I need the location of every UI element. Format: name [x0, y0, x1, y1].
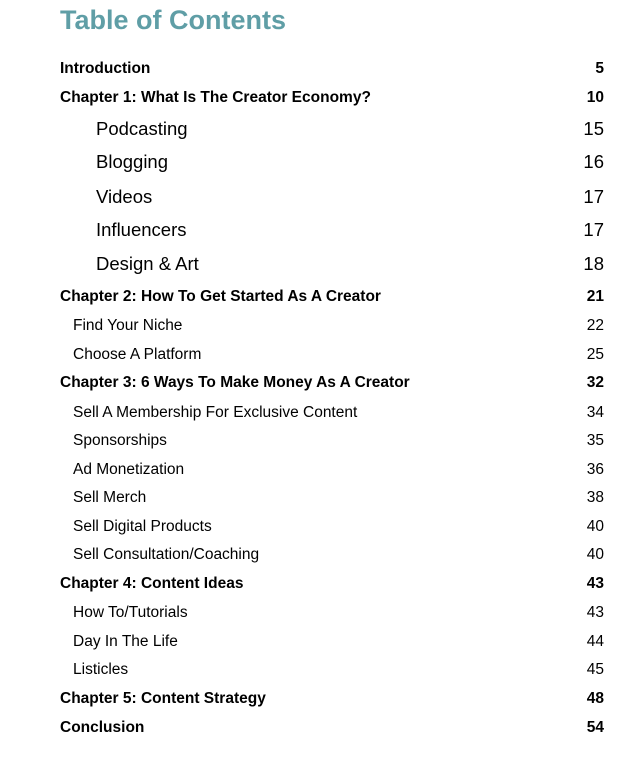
- toc-entry-label: Podcasting: [96, 118, 188, 139]
- toc-entry-sell-a-membership: [0, 403, 634, 423]
- toc-entry-label: Introduction: [60, 60, 151, 77]
- toc-entry-listicles: [0, 660, 634, 680]
- toc-entry-influencers: [0, 218, 634, 242]
- toc-entry-sponsorships: [0, 431, 634, 451]
- toc-entry-page-number: 44: [586, 633, 604, 650]
- toc-entry-page-number: 34: [586, 404, 604, 421]
- toc-entry-page-number: 43: [586, 604, 604, 621]
- toc-entry-label: Ad Monetization: [73, 461, 185, 478]
- toc-entry-label: Listicles: [73, 661, 129, 678]
- toc-entry-page-number: 45: [586, 661, 604, 678]
- toc-entry-chapter-3: [0, 373, 634, 393]
- toc-entry-page-number: 36: [586, 461, 604, 478]
- toc-entry-choose-a-platform: [0, 345, 634, 365]
- toc-entry-day-in-the-life: [0, 632, 634, 652]
- toc-entry-page-number: 35: [586, 432, 604, 449]
- toc-entry-page-number: 25: [586, 346, 604, 363]
- toc-entry-label: Sell Merch: [73, 489, 147, 506]
- toc-entry-label: Videos: [96, 186, 153, 207]
- toc-entry-label: Find Your Niche: [73, 317, 183, 334]
- toc-entry-videos: [0, 185, 634, 209]
- toc-entry-label: Blogging: [96, 151, 169, 172]
- toc-entry-page-number: 32: [586, 374, 604, 391]
- toc-entry-page-number: 38: [586, 489, 604, 506]
- toc-entry-page-number: 17: [583, 186, 604, 207]
- toc-entry-how-to-tutorials: [0, 603, 634, 623]
- toc-entry-page-number: 16: [583, 151, 604, 172]
- toc-entry-label: How To/Tutorials: [73, 604, 188, 621]
- toc-entry-page-number: 21: [586, 288, 604, 305]
- toc-entry-label: Sponsorships: [73, 432, 167, 449]
- toc-entry-page-number: 15: [583, 118, 604, 139]
- toc-entry-page-number: 54: [586, 719, 604, 736]
- toc-entry-page-number: 5: [595, 60, 604, 77]
- toc-entry-page-number: 17: [583, 219, 604, 240]
- toc-entry-label: Conclusion: [60, 719, 145, 736]
- toc-entry-introduction: [0, 59, 634, 79]
- toc-entry-label: Chapter 4: Content Ideas: [60, 575, 244, 592]
- toc-entry-sell-consultation: [0, 545, 634, 565]
- toc-entry-label: Sell A Membership For Exclusive Content: [73, 404, 358, 421]
- toc-entry-label: Chapter 2: How To Get Started As A Creator: [60, 288, 381, 305]
- toc-entry-page-number: 10: [586, 89, 604, 106]
- toc-entry-sell-digital-products: [0, 517, 634, 537]
- toc-entry-page-number: 48: [586, 690, 604, 707]
- toc-entry-ad-monetization: [0, 460, 634, 480]
- toc-entry-sell-merch: [0, 488, 634, 508]
- toc-entry-chapter-2: [0, 287, 634, 307]
- toc-entry-chapter-4: [0, 574, 634, 594]
- toc-entry-page-number: 40: [586, 518, 604, 535]
- toc-entry-chapter-5: [0, 689, 634, 709]
- toc-entry-blogging: [0, 150, 634, 174]
- toc-entry-label: Chapter 5: Content Strategy: [60, 690, 266, 707]
- toc-entry-chapter-1: [0, 88, 634, 108]
- toc-entry-find-your-niche: [0, 316, 634, 336]
- toc-entry-podcasting: [0, 117, 634, 141]
- toc-entry-label: Sell Consultation/Coaching: [73, 546, 260, 563]
- toc-entry-label: Choose A Platform: [73, 346, 202, 363]
- toc-entry-conclusion: [0, 718, 634, 738]
- toc-entry-label: Day In The Life: [73, 633, 178, 650]
- toc-entry-page-number: 22: [586, 317, 604, 334]
- toc-entry-label: Design & Art: [96, 253, 199, 274]
- toc-entry-design-art: [0, 252, 634, 276]
- toc-entry-page-number: 18: [583, 253, 604, 274]
- toc-entry-label: Sell Digital Products: [73, 518, 212, 535]
- toc-entry-label: Influencers: [96, 219, 187, 240]
- toc-entry-label: Chapter 3: 6 Ways To Make Money As A Creator: [60, 374, 410, 391]
- toc-entry-page-number: 40: [586, 546, 604, 563]
- toc-entry-page-number: 43: [586, 575, 604, 592]
- toc-entry-label: Chapter 1: What Is The Creator Economy?: [60, 89, 371, 106]
- page-title: Table of Contents: [60, 5, 286, 35]
